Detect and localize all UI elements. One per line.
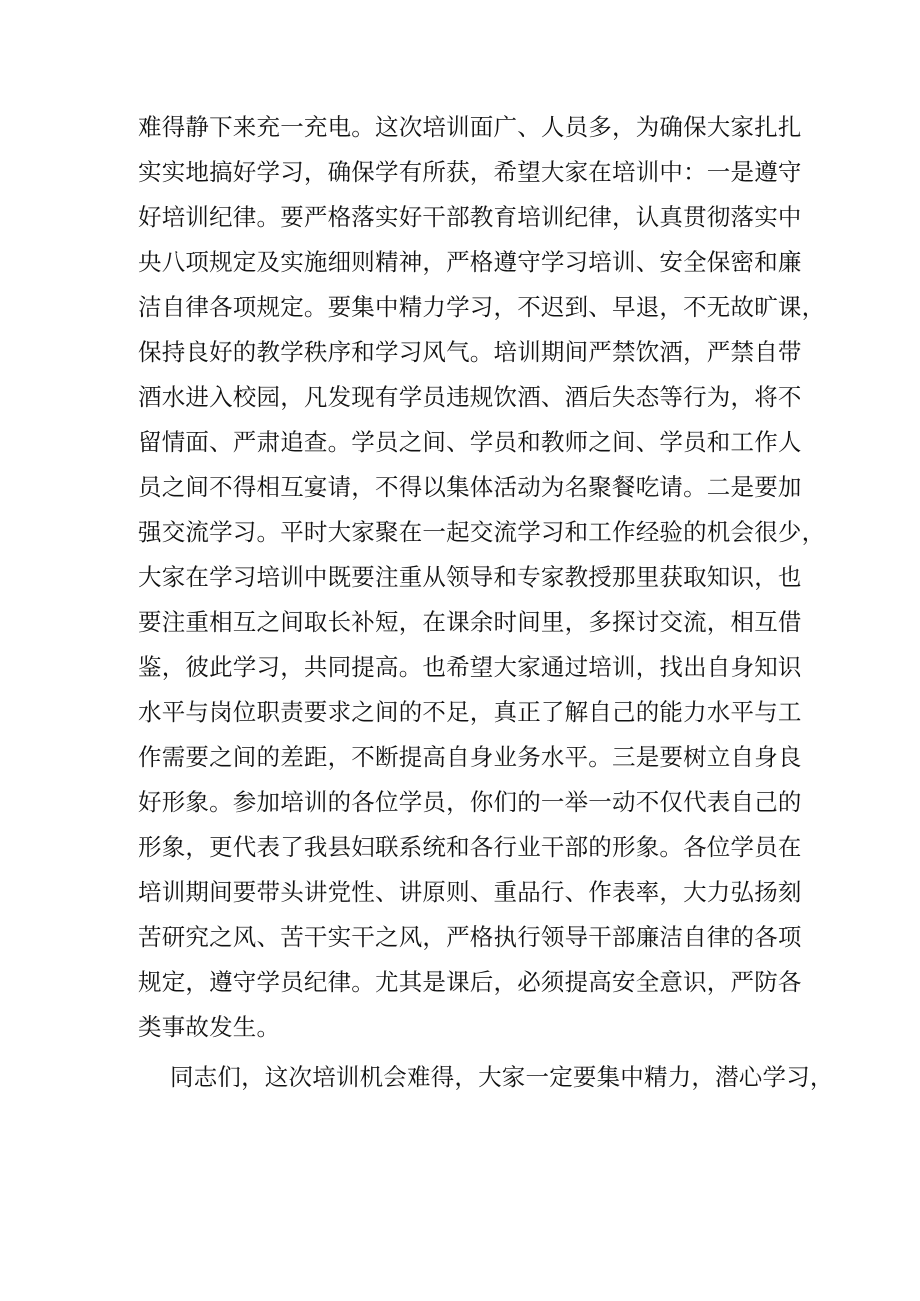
text-line: 强交流学习。平时大家聚在一起交流学习和工作经验的机会很少，: [138, 518, 826, 546]
text-line: 保持良好的教学秩序和学习风气。培训期间严禁饮酒，严禁自带: [138, 338, 802, 366]
text-line: 规定，遵守学员纪律。尤其是课后，必须提高安全意识，严防各: [138, 968, 802, 996]
text-line: 要注重相互之间取长补短，在课余时间里，多探讨交流，相互借: [138, 608, 802, 636]
text-line: 大家在学习培训中既要注重从领导和专家教授那里获取知识，也: [138, 563, 802, 591]
text-line: 央八项规定及实施细则精神，严格遵守学习培训、安全保密和廉: [138, 248, 802, 276]
text-line: 酒水进入校园，凡发现有学员违规饮酒、酒后失态等行为，将不: [138, 383, 802, 411]
text-line: 培训期间要带头讲党性、讲原则、重品行、作表率，大力弘扬刻: [138, 878, 802, 906]
text-line: 鉴，彼此学习，共同提高。也希望大家通过培训，找出自身知识: [138, 653, 802, 681]
text-line: 实实地搞好学习，确保学有所获，希望大家在培训中：一是遵守: [138, 158, 802, 186]
text-line: 留情面、严肃追查。学员之间、学员和教师之间、学员和工作人: [138, 428, 802, 456]
text-line: 洁自律各项规定。要集中精力学习，不迟到、早退，不无故旷课，: [138, 293, 826, 321]
text-line: 作需要之间的差距，不断提高自身业务水平。三是要树立自身良: [138, 743, 802, 771]
text-line: 形象，更代表了我县妇联系统和各行业干部的形象。各位学员在: [138, 833, 802, 861]
text-line: 苦研究之风、苦干实干之风，严格执行领导干部廉洁自律的各项: [138, 923, 802, 951]
text-line: 员之间不得相互宴请，不得以集体活动为名聚餐吃请。二是要加: [138, 473, 802, 501]
text-line: 类事故发生。: [138, 1013, 281, 1041]
text-line: 好培训纪律。要严格落实好干部教育培训纪律，认真贯彻落实中: [138, 203, 802, 231]
text-line: 同志们，这次培训机会难得，大家一定要集中精力，潜心学习，: [170, 1063, 834, 1091]
text-line: 水平与岗位职责要求之间的不足，真正了解自己的能力水平与工: [138, 698, 802, 726]
text-line: 好形象。参加培训的各位学员，你们的一举一动不仅代表自己的: [138, 788, 802, 816]
text-line: 难得静下来充一充电。这次培训面广、人员多，为确保大家扎扎: [138, 113, 802, 141]
